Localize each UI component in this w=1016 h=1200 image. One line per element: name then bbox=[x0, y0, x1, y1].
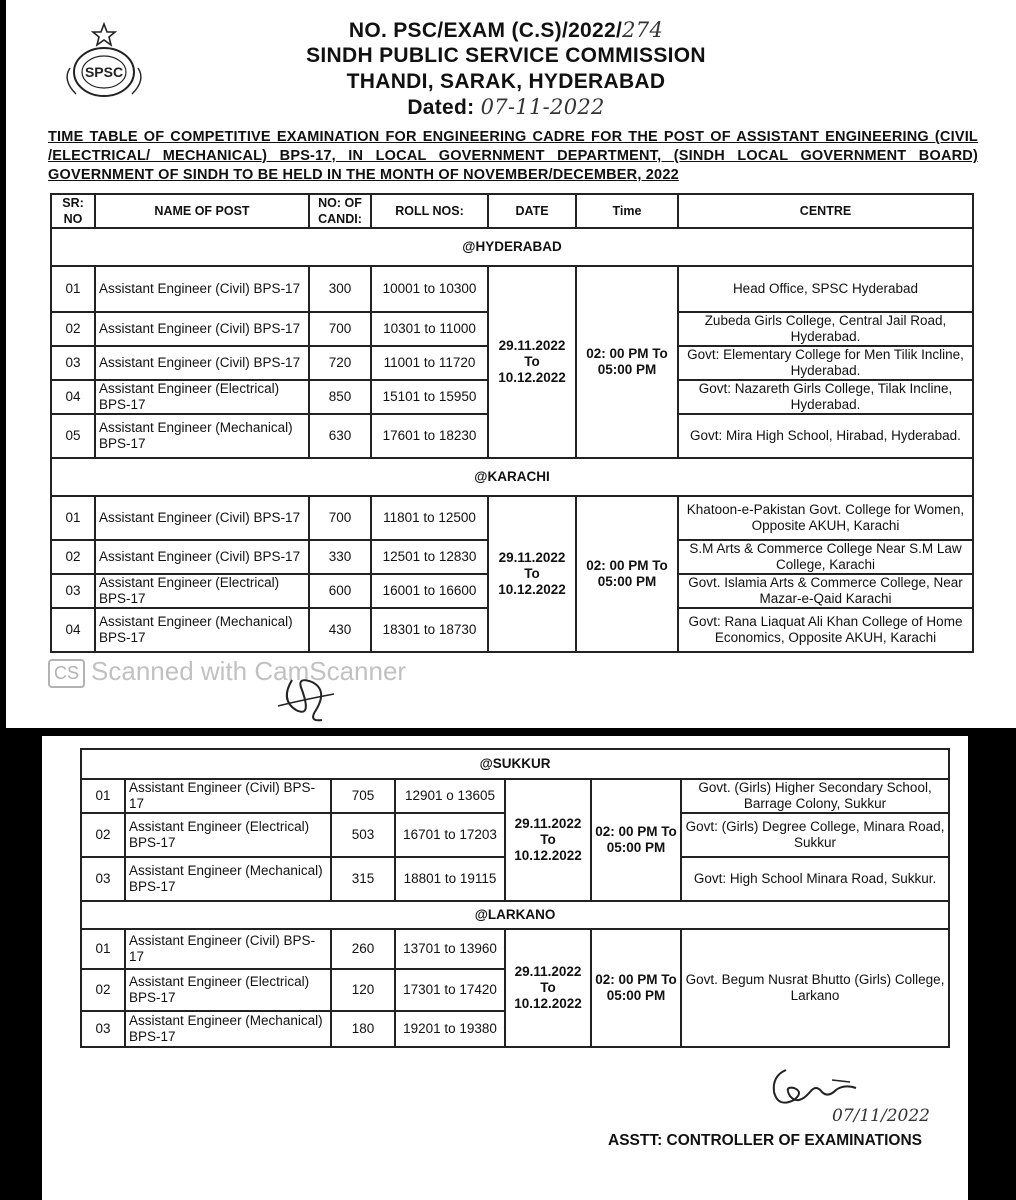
section-row-karachi bbox=[51, 458, 973, 496]
organization-address: THANDI, SARAK, HYDERABAD bbox=[346, 70, 666, 93]
table-row bbox=[81, 779, 949, 813]
dated-line: Dated: 07-11-2022 bbox=[407, 95, 605, 119]
time-cell: 02: 00 PM To 05:00 PM bbox=[576, 266, 678, 458]
time-cell: 02: 00 PM To 05:00 PM bbox=[591, 929, 681, 1047]
candidates-cell: 120 bbox=[331, 969, 395, 1011]
date-cell: 29.11.2022 To 10.12.2022 bbox=[505, 779, 591, 901]
roll-cell: 15101 to 15950 bbox=[371, 380, 488, 414]
roll-cell: 17601 to 18230 bbox=[371, 414, 488, 458]
candidates-cell: 503 bbox=[331, 813, 395, 857]
centre-cell: S.M Arts & Commerce College Near S.M Law College, Karachi bbox=[678, 540, 973, 574]
spsc-logo bbox=[56, 22, 152, 102]
candidates-cell: 705 bbox=[331, 779, 395, 813]
roll-cell: 10301 to 11000 bbox=[371, 312, 488, 346]
sr-cell: 01 bbox=[51, 266, 95, 312]
camscanner-badge-icon: CS bbox=[48, 659, 85, 688]
organization-name: SINDH PUBLIC SERVICE COMMISSION bbox=[306, 44, 706, 67]
initials-signature bbox=[272, 670, 342, 726]
roll-cell: 18301 to 18730 bbox=[371, 608, 488, 652]
centre-cell: Khatoon-e-Pakistan Govt. College for Women, Opposite AKUH, Karachi bbox=[678, 496, 973, 540]
sr-cell: 01 bbox=[81, 779, 125, 813]
col-header-date: DATE bbox=[488, 194, 576, 228]
roll-cell: 17301 to 17420 bbox=[395, 969, 505, 1011]
timetable-table-2 bbox=[80, 748, 950, 1048]
candidates-cell: 180 bbox=[331, 1011, 395, 1047]
post-cell: Assistant Engineer (Electrical) BPS-17 bbox=[95, 380, 309, 414]
dated-handwritten: 07-11-2022 bbox=[480, 95, 605, 119]
post-cell: Assistant Engineer (Mechanical) BPS-17 bbox=[95, 414, 309, 458]
roll-cell: 19201 to 19380 bbox=[395, 1011, 505, 1047]
timetable-table-1 bbox=[50, 193, 974, 653]
centre-cell: Govt. Islamia Arts & Commerce College, Near Mazar-e-Qaid Karachi bbox=[678, 574, 973, 608]
centre-cell: Govt. (Girls) Higher Secondary School, Barrage Colony, Sukkur bbox=[681, 779, 949, 813]
controller-designation: ASSTT: CONTROLLER OF EXAMINATIONS bbox=[608, 1132, 923, 1149]
time-cell: 02: 00 PM To 05:00 PM bbox=[591, 779, 681, 901]
post-cell: Assistant Engineer (Mechanical) BPS-17 bbox=[95, 608, 309, 652]
table-row bbox=[81, 929, 949, 969]
letter-number: NO. PSC/EXAM (C.S)/2022/274 bbox=[348, 18, 664, 42]
centre-cell: Head Office, SPSC Hyderabad bbox=[678, 266, 973, 312]
centre-cell: Govt: (Girls) Degree College, Minara Road, Sukkur bbox=[681, 813, 949, 857]
centre-cell: Zubeda Girls College, Central Jail Road, Hyderabad. bbox=[678, 312, 973, 346]
sr-cell: 05 bbox=[51, 414, 95, 458]
candidates-cell: 260 bbox=[331, 929, 395, 969]
candidates-cell: 430 bbox=[309, 608, 371, 652]
col-header-post: NAME OF POST bbox=[95, 194, 309, 228]
post-cell: Assistant Engineer (Civil) BPS-17 bbox=[95, 346, 309, 380]
sr-cell: 03 bbox=[81, 857, 125, 901]
candidates-cell: 300 bbox=[309, 266, 371, 312]
candidates-cell: 315 bbox=[331, 857, 395, 901]
centre-cell: Govt: Mira High School, Hirabad, Hyderabad. bbox=[678, 414, 973, 458]
centre-cell: Govt: Nazareth Girls College, Tilak Incline, Hyderabad. bbox=[678, 380, 973, 414]
col-header-sr: SR: NO bbox=[51, 194, 95, 228]
centre-cell: Govt: High School Minara Road, Sukkur. bbox=[681, 857, 949, 901]
camscanner-watermark bbox=[48, 656, 406, 688]
post-cell: Assistant Engineer (Civil) BPS-17 bbox=[95, 540, 309, 574]
sr-cell: 03 bbox=[51, 574, 95, 608]
section-row-sukkur bbox=[81, 749, 949, 779]
signature-date: 07/11/2022 bbox=[832, 1106, 930, 1126]
post-cell: Assistant Engineer (Civil) BPS-17 bbox=[125, 929, 331, 969]
section-heading: @HYDERABAD bbox=[51, 228, 973, 266]
sr-cell: 02 bbox=[81, 969, 125, 1011]
roll-cell: 16001 to 16600 bbox=[371, 574, 488, 608]
post-cell: Assistant Engineer (Electrical) BPS-17 bbox=[125, 969, 331, 1011]
roll-cell: 12901 o 13605 bbox=[395, 779, 505, 813]
roll-cell: 12501 to 12830 bbox=[371, 540, 488, 574]
document-page-1 bbox=[6, 0, 1016, 728]
roll-cell: 11001 to 11720 bbox=[371, 346, 488, 380]
candidates-cell: 330 bbox=[309, 540, 371, 574]
sr-cell: 04 bbox=[51, 608, 95, 652]
col-header-time: Time bbox=[576, 194, 678, 228]
post-cell: Assistant Engineer (Electrical) BPS-17 bbox=[125, 813, 331, 857]
sr-cell: 02 bbox=[81, 813, 125, 857]
timetable-title: TIME TABLE OF COMPETITIVE EXAMINATION FOR ENGINEERING CADRE FOR THE POST OF ASSISTANT ENGINEERING (CIVIL /ELECTRICAL/ MECHANICAL) BPS-17, IN LOCAL GOVERNMENT DEPARTMENT, (SINDH LOCAL GOVERNMENT BOARD) GOVERNMENT OF SINDH TO BE HELD IN THE MONTH OF NOVEMBER/DECEMBER, 2022 bbox=[48, 129, 978, 183]
sr-cell: 01 bbox=[81, 929, 125, 969]
centre-cell: Govt. Begum Nusrat Bhutto (Girls) College, Larkano bbox=[681, 929, 949, 1047]
col-header-candidates: NO: OF CANDI: bbox=[309, 194, 371, 228]
section-heading: @KARACHI bbox=[51, 458, 973, 496]
centre-cell: Govt: Rana Liaquat Ali Khan College of Home Economics, Opposite AKUH, Karachi bbox=[678, 608, 973, 652]
post-cell: Assistant Engineer (Civil) BPS-17 bbox=[95, 266, 309, 312]
logo-text: SPSC bbox=[84, 64, 124, 80]
col-header-centre: CENTRE bbox=[678, 194, 973, 228]
post-cell: Assistant Engineer (Civil) BPS-17 bbox=[95, 312, 309, 346]
watermark-text: Scanned with CamScanner bbox=[91, 656, 407, 686]
post-cell: Assistant Engineer (Electrical) BPS-17 bbox=[95, 574, 309, 608]
table-row bbox=[51, 496, 973, 540]
candidates-cell: 630 bbox=[309, 414, 371, 458]
table-row bbox=[51, 266, 973, 312]
section-row-hyderabad bbox=[51, 228, 973, 266]
table-header-row bbox=[51, 194, 973, 228]
sr-cell: 02 bbox=[51, 312, 95, 346]
roll-cell: 10001 to 10300 bbox=[371, 266, 488, 312]
roll-cell: 11801 to 12500 bbox=[371, 496, 488, 540]
roll-cell: 16701 to 17203 bbox=[395, 813, 505, 857]
centre-cell: Govt: Elementary College for Men Tilik Incline, Hyderabad. bbox=[678, 346, 973, 380]
col-header-roll: ROLL NOS: bbox=[371, 194, 488, 228]
section-heading: @SUKKUR bbox=[81, 749, 949, 779]
sr-cell: 03 bbox=[51, 346, 95, 380]
candidates-cell: 600 bbox=[309, 574, 371, 608]
sr-cell: 04 bbox=[51, 380, 95, 414]
roll-cell: 13701 to 13960 bbox=[395, 929, 505, 969]
candidates-cell: 720 bbox=[309, 346, 371, 380]
margin-mark: - bbox=[6, 28, 12, 48]
candidates-cell: 700 bbox=[309, 312, 371, 346]
post-cell: Assistant Engineer (Mechanical) BPS-17 bbox=[125, 1011, 331, 1047]
post-cell: Assistant Engineer (Civil) BPS-17 bbox=[95, 496, 309, 540]
post-cell: Assistant Engineer (Mechanical) BPS-17 bbox=[125, 857, 331, 901]
time-cell: 02: 00 PM To 05:00 PM bbox=[576, 496, 678, 652]
sr-cell: 02 bbox=[51, 540, 95, 574]
document-page-2 bbox=[42, 736, 968, 1200]
sr-cell: 01 bbox=[51, 496, 95, 540]
letter-number-handwritten: 274 bbox=[622, 18, 664, 42]
candidates-cell: 850 bbox=[309, 380, 371, 414]
date-cell: 29.11.2022 To 10.12.2022 bbox=[488, 496, 576, 652]
sr-cell: 03 bbox=[81, 1011, 125, 1047]
section-row-larkano bbox=[81, 901, 949, 929]
post-cell: Assistant Engineer (Civil) BPS-17 bbox=[125, 779, 331, 813]
date-cell: 29.11.2022 To 10.12.2022 bbox=[505, 929, 591, 1047]
candidates-cell: 700 bbox=[309, 496, 371, 540]
date-cell: 29.11.2022 To 10.12.2022 bbox=[488, 266, 576, 458]
section-heading: @LARKANO bbox=[81, 901, 949, 929]
roll-cell: 18801 to 19115 bbox=[395, 857, 505, 901]
